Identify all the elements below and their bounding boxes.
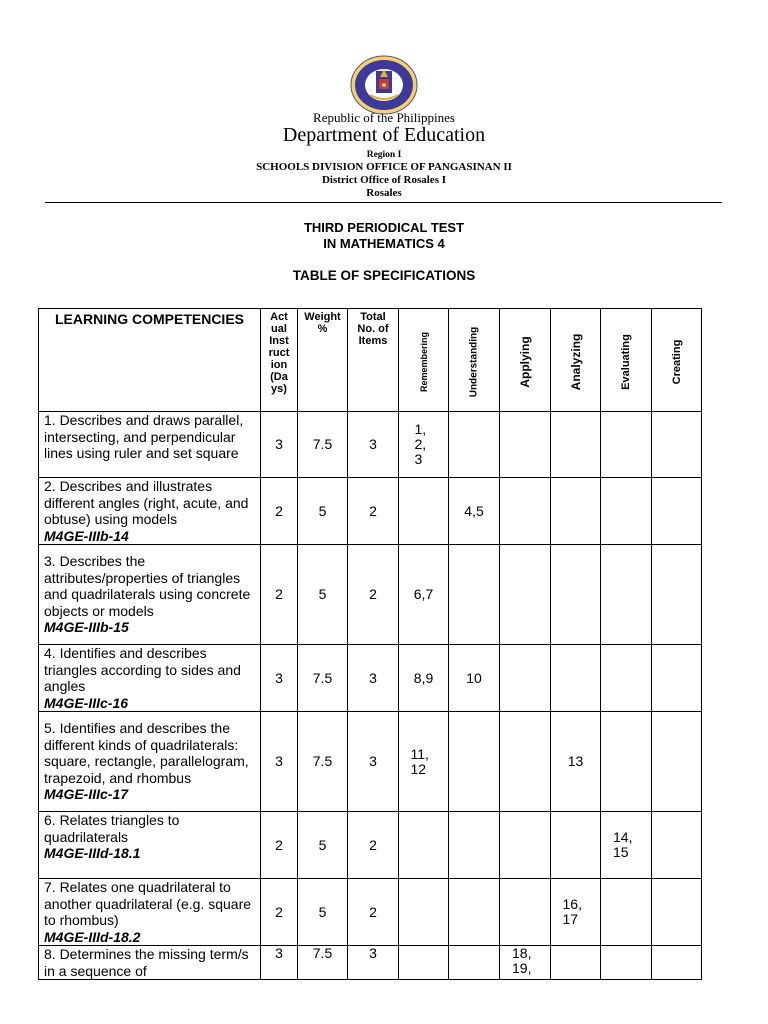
- total-cell: 2: [348, 879, 399, 946]
- days-cell: 3: [261, 645, 298, 712]
- analyzing-cell: [551, 412, 601, 478]
- applying-cell: [500, 545, 551, 645]
- days-cell: 2: [261, 545, 298, 645]
- total-cell: 3: [348, 412, 399, 478]
- competency-cell: 1. Describes and draws parallel, intersecting, and perpendicular lines using ruler and set square: [39, 412, 261, 478]
- header-competencies: LEARNING COMPETENCIES: [39, 309, 261, 412]
- applying-cell: [500, 712, 551, 812]
- table-row: [39, 946, 702, 980]
- days-cell: 2: [261, 812, 298, 879]
- weight-cell: 5: [298, 545, 348, 645]
- applying-cell: 18, 19,: [500, 946, 551, 980]
- creating-cell: [652, 712, 702, 812]
- weight-cell: 5: [298, 879, 348, 946]
- remembering-cell: [399, 879, 449, 946]
- days-cell: 3: [261, 412, 298, 478]
- header-applying: Applying: [500, 309, 551, 412]
- creating-cell: [652, 879, 702, 946]
- creating-cell: [652, 645, 702, 712]
- understanding-cell: [449, 879, 500, 946]
- weight-cell: 5: [298, 812, 348, 879]
- header-weight: Weight %: [298, 309, 348, 412]
- header-evaluating: Evaluating: [601, 309, 652, 412]
- evaluating-cell: [601, 412, 652, 478]
- header-analyzing: Analyzing: [551, 309, 601, 412]
- remembering-cell: [399, 946, 449, 980]
- creating-cell: [652, 478, 702, 545]
- remembering-cell: [399, 478, 449, 545]
- table-row: [39, 645, 702, 712]
- remembering-cell: 8,9: [399, 645, 449, 712]
- competency-cell: 3. Describes the attributes/properties of triangles and quadrilaterals using concrete objects or models M4GE-IIIb-15: [39, 545, 261, 645]
- evaluating-cell: [601, 545, 652, 645]
- applying-cell: [500, 412, 551, 478]
- table-row: [39, 478, 702, 545]
- tos-title: TABLE OF SPECIFICATIONS: [292, 268, 476, 283]
- creating-cell: [652, 412, 702, 478]
- total-cell: 3: [348, 645, 399, 712]
- weight-cell: 7.5: [298, 645, 348, 712]
- table-row: [39, 545, 702, 645]
- analyzing-cell: [551, 645, 601, 712]
- table-row: [39, 879, 702, 946]
- competency-cell: 2. Describes and illustrates different angles (right, acute, and obtuse) using models M4GE-IIIb-14: [39, 478, 261, 545]
- remembering-cell: [399, 812, 449, 879]
- republic-text: Republic of the Philippines: [313, 110, 455, 125]
- understanding-cell: 10: [449, 645, 500, 712]
- weight-cell: 7.5: [298, 412, 348, 478]
- competency-cell: 7. Relates one quadrilateral to another quadrilateral (e.g. square to rhombus) M4GE-IIId-18.2: [39, 879, 261, 946]
- town-text: Rosales: [366, 187, 402, 199]
- analyzing-cell: 16, 17: [551, 879, 601, 946]
- remembering-cell: 11, 12: [399, 712, 449, 812]
- evaluating-cell: [601, 645, 652, 712]
- analyzing-cell: [551, 946, 601, 980]
- total-cell: 3: [348, 946, 399, 980]
- total-cell: 3: [348, 712, 399, 812]
- creating-cell: [652, 545, 702, 645]
- analyzing-cell: [551, 545, 601, 645]
- applying-cell: [500, 879, 551, 946]
- header-divider: [45, 202, 722, 203]
- total-cell: 2: [348, 478, 399, 545]
- understanding-cell: [449, 545, 500, 645]
- days-cell: 3: [261, 946, 298, 980]
- deped-seal-logo: [350, 55, 418, 115]
- header-understanding: Understanding: [449, 309, 500, 412]
- evaluating-cell: [601, 946, 652, 980]
- creating-cell: [652, 946, 702, 980]
- header-row: [39, 309, 702, 412]
- header-remembering: Remembering: [399, 309, 449, 412]
- remembering-cell: 1, 2, 3: [399, 412, 449, 478]
- analyzing-cell: 13: [551, 712, 601, 812]
- analyzing-cell: [551, 812, 601, 879]
- evaluating-cell: 14, 15: [601, 812, 652, 879]
- competency-cell: 4. Identifies and describes triangles according to sides and angles M4GE-IIIc-16: [39, 645, 261, 712]
- total-cell: 2: [348, 545, 399, 645]
- days-cell: 3: [261, 712, 298, 812]
- table-row: [39, 812, 702, 879]
- competency-cell: 5. Identifies and describes the different kinds of quadrilaterals: square, rectangle, parallelogram, trapezoid, and rhombus M4GE-IIIc-17: [39, 712, 261, 812]
- evaluating-cell: [601, 879, 652, 946]
- analyzing-cell: [551, 478, 601, 545]
- weight-cell: 7.5: [298, 946, 348, 980]
- evaluating-cell: [601, 478, 652, 545]
- competency-cell: 8. Determines the missing term/s in a sequence of: [39, 946, 261, 980]
- header-days: Act ual Inst ruct ion (Da ys): [261, 309, 298, 412]
- test-title: THIRD PERIODICAL TEST: [303, 220, 465, 235]
- days-cell: 2: [261, 478, 298, 545]
- header-creating: Creating: [652, 309, 702, 412]
- understanding-cell: [449, 712, 500, 812]
- remembering-cell: 6,7: [399, 545, 449, 645]
- total-cell: 2: [348, 812, 399, 879]
- weight-cell: 5: [298, 478, 348, 545]
- understanding-cell: [449, 812, 500, 879]
- creating-cell: [652, 812, 702, 879]
- understanding-cell: [449, 412, 500, 478]
- evaluating-cell: [601, 712, 652, 812]
- district-text: District Office of Rosales I: [321, 174, 447, 186]
- header-total: Total No. of Items: [348, 309, 399, 412]
- days-cell: 2: [261, 879, 298, 946]
- table-row: [39, 412, 702, 478]
- test-subject: IN MATHEMATICS 4: [323, 236, 445, 251]
- weight-cell: 7.5: [298, 712, 348, 812]
- department-title: Department of Education: [282, 124, 486, 146]
- applying-cell: [500, 812, 551, 879]
- specifications-table: [38, 308, 702, 980]
- understanding-cell: [449, 946, 500, 980]
- understanding-cell: 4,5: [449, 478, 500, 545]
- table-row: [39, 712, 702, 812]
- division-text: SCHOOLS DIVISION OFFICE OF PANGASINAN II: [256, 161, 512, 173]
- applying-cell: [500, 645, 551, 712]
- applying-cell: [500, 478, 551, 545]
- region-text: Region I: [366, 150, 402, 160]
- competency-cell: 6. Relates triangles to quadrilaterals M4GE-IIId-18.1: [39, 812, 261, 879]
